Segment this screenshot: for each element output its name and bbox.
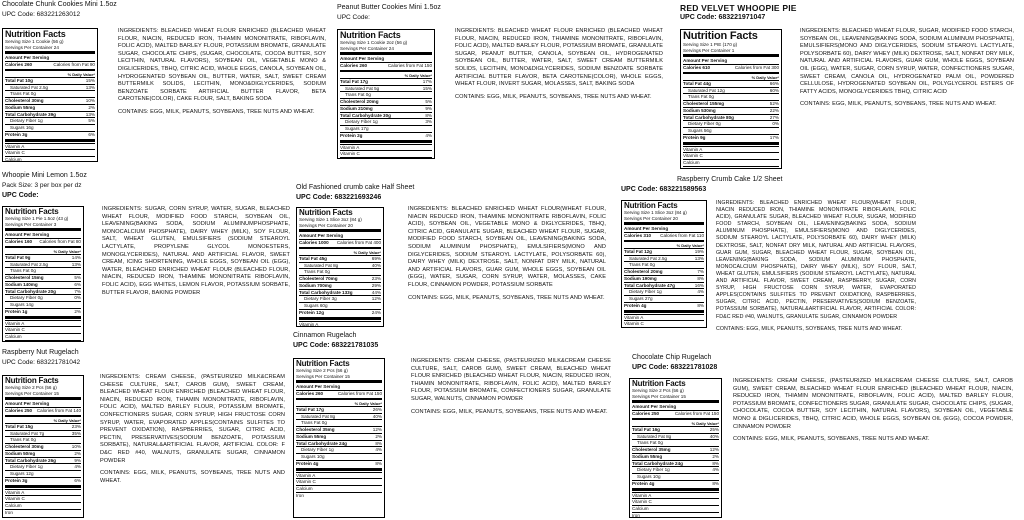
nf-vitamin-row: Vitamin C [5,326,81,333]
upc-code: UPC Code: 683221781035 [293,342,379,349]
nf-amount: Amount Per Serving [340,56,385,62]
nf-vitamin-row: Calcium [5,333,81,340]
nf-row: Cholesterol 70mg 23% [299,276,381,282]
product-raspberry-nut-rugelach [0,345,290,520]
nutrition-facts-panel [296,207,384,327]
nf-calories-row: Calories 260 Calories from Fat 90 [5,62,95,68]
upc-code: UPC Code: 683221781042 [2,359,81,366]
nf-row: Sodium 530mg 22% [683,107,779,113]
nf-row: Protein 2g 4% [340,132,432,138]
ingredients-block [716,200,916,338]
nf-amount: Amount Per Serving [632,404,677,410]
nf-heading: Nutrition Facts [5,376,59,385]
product-red-velvet-whoopie-pie [675,0,1024,175]
upc-code: UPC Code: 683221971047 [680,14,766,21]
nf-vitamin-row: Vitamin C [683,152,779,159]
nf-daily-value-header: % Daily Value* [53,248,81,254]
nf-row: Saturated Fat 8g 40% [632,433,719,440]
product-title: Whoopie Mini Lemon 1.5oz [2,172,87,179]
allergen-text: CONTAINS: EGG, MILK, PEANUTS, SOYBEANS, TREE NUTS AND WHEAT. [716,325,903,332]
nf-row: Total Carbohydrate 80g 27% [683,114,779,120]
ingredients-block [118,28,326,122]
nf-vitamin-row: Vitamin C [632,498,719,505]
nf-row: Protein 9g 17% [683,134,779,140]
product-chocolate-chunk-cookies [0,0,335,170]
ingredients-text: INGREDIENTS: BLEACHED WHEAT FLOUR ENRICHED (BLEACHED WHEAT FLOUR, NIACIN, REDUCED IRON, THIAMINE MONONITRATE, RIBOFLAVIN, FOLIC ACID), MALTED BARLEY FLOUR, POTASSIUM BROMATE, GRANULATE SUGAR, PEANUT BUTTER, CANOLA, SOYBEAN OIL, HYDROGENATED SOYBEAN OIL, BUTTER, WATER, SALT, SWEET CREAM BUTTERMILK SOLIDS, LECITHIN, MONO&DIGLYCERIDES, SODIUM BENZOATE SORBATE ARTIFICIAL BUTTER FLAVOR, BETA CAROTENE(COLOR), WHOLE EGGS, WHEAT FLOUR, INVERT SUGAR, MOLASSES, SALT, BAKING SODA [455,28,663,88]
ingredients-block [800,28,1014,114]
nf-row: Cholesterol 20mg 7% [624,269,704,275]
nf-row: Cholesterol 20mg 5% [340,99,432,105]
nf-servings-per: Servings Per Container 15 [5,390,59,396]
product-peanut-butter-cookies [335,0,675,170]
nf-row: Dietary Fiber 1g 4% [5,463,81,470]
product-raspberry-crumb-cake [615,170,1024,350]
allergen-text: CONTAINS: EGG, MILK, PEANUTS, SOYBEANS, TREE NUTS AND WHEAT. [411,408,608,415]
nf-amount: Amount Per Serving [624,226,669,232]
nf-row: Saturated Fat 2.5g 13% [624,255,704,262]
nf-daily-value-header: % Daily Value* [691,420,719,426]
nf-vitamin-row: Vitamin A [632,492,719,499]
nf-row: Protein 4g 8% [632,480,719,486]
nf-row: Total Carbohydrate 20g 7% [5,288,81,294]
nf-vitamin-row: Calcium [296,485,382,492]
nf-vitamin-row: Calcium [683,159,779,166]
product-title: Cinnamon Rugelach [293,332,357,339]
nf-servings-per: Servings Per Container 1 [683,47,735,53]
nf-vitamin-row [624,327,704,328]
nf-row: Total Carbohydrate 133g 44% [299,289,381,295]
nf-amount: Amount Per Serving [5,55,50,61]
nf-row: Protein 4g 8% [296,460,382,466]
nutrition-facts-panel [337,29,435,159]
nf-serving-size: Serving Size 2 Pcs (56 g) [296,368,348,373]
nf-vitamin-row: Vitamin C [624,320,704,327]
nf-vitamin-row [683,166,779,169]
nf-serving-size: Serving Size 1 Slice 3oz (84 g) [299,217,362,222]
nf-calories-row: Calories 260 Calories from Fat 150 [296,391,382,397]
nf-row: Sugars 10g [296,453,382,460]
nf-calories-row: Calories 610 Calories from Fat 300 [683,65,779,71]
ingredients-block [100,374,285,490]
nf-row: Protein 1g 2% [5,308,81,314]
nf-heading: Nutrition Facts [340,30,401,40]
nf-serving-size: Serving Size 1 Slice 3oz (84 g) [624,210,687,215]
nf-row: Total Fat 45g 69% [299,255,381,261]
nf-vitamin-row: Iron [632,512,719,518]
nf-calories-row: Calories 1000 Calories from Fat 400 [299,240,381,246]
product-title: Peanut Butter Cookies Mini 1.5oz [337,4,441,11]
nf-row: Trans Fat 0g [624,261,704,268]
ingredients-block [455,28,663,106]
nf-row: Total Carbohydrate 47g 16% [624,282,704,288]
nf-serving-size: Serving Size 1 PIE (170 g) [683,42,738,47]
nf-row: Trans Fat 0g [632,439,719,446]
nf-daily-value-header: % Daily Value* [353,249,381,255]
nf-vitamin-row [5,340,81,342]
nf-row: Sodium 55mg 2% [296,433,382,439]
upc-code: UPC Code: 683221589563 [621,186,707,193]
nutrition-facts-panel [2,28,98,162]
nf-heading: Nutrition Facts [5,29,66,39]
nf-row: Sugars 10g [632,473,719,480]
ingredients-text: INGREDIENTS: CREAM CHEESE, (PASTEURIZED MILK&CREAM CHEESE CULTURE, SALT, CAROB GUM), SWEET CREAM, BLEACHED WHEAT FLOUR ENRICHED (BLEACHED WHEAT FLOUR, NIACIN, REDUCED IRON, THIAMIN MONONITRATE, RIBOFLAVIN, FOLIC ACID), MALTED BARLEY FLOUR, POTASSIUM BROMATE, CONFECTIONERS SUGAR, CORN SYRUP, HIGH FRUCTOSE CORN SYRUP, WATER, EVAPORATED APPLES(CONTAINS SULFITES TO PREVENT OXIDATION), RASPBERRIES, SUGAR, CITRIC ACID, PECTIN, PRESERVATIVES(SODIUM BENZOATE, POTASSIUM SORBATE), NATURAL&ARTIFICIAL FLAVOR, ARTIFICIAL COLOR: F D&C RED #40, WALNUTS, GRANULATE SUGAR, CINNAMON POWDER [100,374,285,464]
nf-daily-value-header: % Daily Value* [404,72,432,78]
nf-vitamin-row: Vitamin C [340,150,432,157]
product-chocolate-chip-rugelach [620,350,1024,520]
nf-vitamin-row: Vitamin C [5,495,81,502]
nf-row: Total Fat 17g 26% [296,406,382,412]
nf-vitamin-row: Vitamin A [624,314,704,321]
nutrition-facts-panel [2,206,84,342]
nf-amount: Amount Per Serving [296,384,341,390]
nf-row: Total Carbohydrate 30g 8% [340,112,432,118]
nf-row: Sodium 140mg 6% [5,281,81,287]
nf-row: Dietary Fiber 0g 0% [683,120,779,127]
nf-servings-per: Servings Per Container 3 [5,221,57,227]
nf-row: Trans Fat 0g [299,268,381,275]
nf-servings-per: Servings Per Container 15 [632,393,686,399]
nutrition-facts-panel [293,358,385,518]
nf-row: Sodium 210mg 9% [340,105,432,111]
nf-servings-per: Servings Per Container 24 [5,44,59,50]
ingredients-block [408,206,606,307]
allergen-text: CONTAINS: EGG, MILK, PEANUTS, SOYBEANS, TREE NUTS AND WHEAT. [733,436,930,443]
product-title: RED VELVET WHOOPIE PIE [680,3,797,13]
nf-row: Total Fat 10g 15% [5,77,95,83]
nf-row: Dietary Fiber 1g 3% [340,118,432,125]
nf-servings-per: Servings Per Container 20 [299,222,353,228]
nf-calories-row: Calories 310 Calories from Fat 110 [624,233,704,239]
nf-vitamin-row: Vitamin A [5,320,81,327]
nf-row: Cholesterol 30mg 10% [5,444,81,450]
nf-amount: Amount Per Serving [5,401,50,407]
nf-vitamin-row: Iron [5,509,81,516]
product-title: Raspberry Nut Rugelach [2,349,79,356]
product-title: Chocolate Chunk Cookies Mini 1.5oz [2,1,117,8]
allergen-text: CONTAINS: EGG, MILK, PEANUTS, SOYBEANS, TREE NUTS AND WHEAT. [800,101,997,108]
ingredients-text: INGREDIENTS: BLEACHED WHEAT FLOUR, SUGAR, MODIFIED FOOD STARCH, SOYBEAN OIL, LEAVENING(BAKING SODA, SODIUM ALUMINUM PHOSPHATE), EMULSIFIERS(MONO AND DIGLYCERIDES, SODIUM STEAROYL LACTYLATE, POLYSORBATE 60), DAIRY WHEY (MILK) DEXTROSE, SALT, NONFAT DRY MILK, NATURAL AND ARTIFICIAL FLAVORS, GUAR GUM, WHOLE EGGS, SOYBEAN OIL (EGG), WATER, SUGAR, CORN SYRUP, WATER, CONFECTIONERS SUGAR, SWEET CREAM, CANOLA OIL, HYDROGENATED PALM OIL, POWDERED CELLULOSE, HYDROGENATED SOYBEAN OIL, POLYGLYCEROL ESTERS OF FATTY ACIDS, MONOGLYCERIDES TBHQ, CITRIC ACID [800,28,1014,95]
nf-row: Trans Fat 0g [5,90,95,97]
nf-vitamin-row: Vitamin A [296,472,382,479]
nf-row: Protein 4g 8% [624,302,704,308]
product-old-fashioned-crumb-cake [290,180,670,330]
nf-row: Trans Fat 0g [340,91,432,98]
nf-row: Cholesterol 35mg 12% [296,427,382,433]
nf-row: Saturated Fat 12g 60% [683,87,779,94]
ingredients-block [102,206,290,302]
nf-row: Total Fat 17g 17% [340,78,432,84]
nf-row: Sodium 50mg 2% [5,450,81,456]
nf-row: Saturated Fat 7g 35% [5,430,81,437]
nf-calories-row: Calories 260 Calories from Fat 150 [340,63,432,69]
ingredients-text: INGREDIENTS: CREAM CHEESE, (PASTEURIZED MILK&CREAM CHEESE CULTURE, SALT, CAROB GUM), SWEET CREAM, BLEACHED WHEAT FLOUR ENRICHED (BLEACHED WHEAT FLOUR, NIACIN, REDUCED IRON, THIAMIN MONONITRATE, RIBOFLAVIN, FOLIC ACID), MALTED BARLEY FLOUR, POTASSIUM BROMATE, CONFECTIONERS SUGAR, GRANULATE SUGAR, CHOCOLATE CHIPS, (SUGAR, CHOCOLATE, COCOA BUTTER, SOY LECITHIN, NATURAL FLAVORS), SOYBEAN OIL, VEGETABLE MONO & DIGLICERIDES, TBHQ, CITRIC ACID, WHOLE EGGS, SOYBEAN OIL (EGG), COCOA POWDER, CINNAMON POWDER [733,378,1013,430]
nf-row: Dietary Fiber 3g 12% [299,295,381,302]
nutrition-facts-panel [2,375,84,518]
nf-row: Protein 3g 6% [5,131,95,137]
upc-code: UPC Code: 683221693246 [296,194,382,201]
nutrition-facts-panel [680,29,782,169]
nf-serving-size: Serving Size 1 Cookie (56 g) [5,39,64,44]
ingredients-text: INGREDIENTS: BLEACHED ENRICHED WHEAT FLOUR(WHEAT FLOUR, NIACIN REDUCED IRON, THIAMINE MONONITRATE RIBOFLAVIN, FOLIC ACID), GRANULATE SUGAR, BLEACHED WHEAT FLOUR, SUGAR, MODIFIED FOOD STARCH, SOYBEAN OIL, LEAVENING(BAKING SODA, SODIUM ALUMINUM PHOSPHATE), EMULSIFIERS(MONO AND DIGLYCERIDES, SODIUM STEAROYL LACTYLATE, POLYSORBATE 60), DAIRY WHEY (MILK) DEXTROSE, SALT, NONFAT DRY MILK, NATURAL AND ARTIFICIAL FLAVORS, GUAR GUM, SUGAR, BLEACHED WHEAT FLOUR, SUGAR, SOYBEAN OIL, LEAVENING(BAKING SODA, SODIUM ALUMINUM PHOSPHATE, MONOCALCIUM PHOSPHATE), DAIRY WHEY (MILK), SOY FLOUR, SALT, WHEAT GLUTEN, EMULSIFIERS (SODIUM STEAROYL LACTYLATE), NATURAL AND ARTIFICIAL FLAVOR, SWEET CREAM, RASPBERRY, SUGAR, CORN SYRUP, HIGH FRUCTOSE CORN SYRUP, WATER, EVAPORATED APPLES(CONTAINS SULFITES TO PREVENT OXIDATION), RASPBERRIES, SUGAR, CITRIC ACID, PECTIN, PRESERVATIVES(SODIUM BENZOATE, POTASSIUM SORBATE), NATURAL&ARTIFICIAL FLAVOR, ARTIFICIAL COLOR: FD&C RED #40, WALNUTS, GRANULATE SUGAR, CINNAMON POWDER [716,200,916,320]
nf-heading: Nutrition Facts [299,208,353,217]
nf-row: Total Carbohydrate 24g 8% [296,440,382,446]
nf-amount: Amount Per Serving [5,232,50,238]
nf-row: Total Carbohydrate 39g 13% [5,111,95,117]
nf-heading: Nutrition Facts [624,201,678,210]
nf-row: Total Fat 9g 14% [5,254,81,260]
nf-row: Sugars 14g [5,301,81,308]
nf-vitamin-row: Vitamin C [296,478,382,485]
nf-vitamin-row: Calcium [5,156,95,162]
nf-row: Dietary Fiber 1g 4% [632,466,719,473]
nf-daily-value-header: % Daily Value* [354,400,382,406]
nf-vitamin-row [340,157,432,159]
product-whoopie-mini-lemon [0,170,300,345]
nf-row: Total Fat 16g 25% [632,426,719,432]
nf-vitamin-row: Vitamin A [340,144,432,151]
nf-row: Sodium 190mg 8% [624,275,704,281]
nf-daily-value-header: % Daily Value* [676,242,704,248]
nf-row: Protein 12g 24% [299,309,381,315]
ingredients-text: INGREDIENTS: BLEACHED ENRICHED WHEAT FLOUR(WHEAT FLOUR, NIACIN REDUCED IRON, THIAMINE MONONITRATE RIBOFLAVIN, FOLIC ACID), SOYBEAN OIL, VEGETABLE MONO & DIGLYCERIDES, TBHQ, CITRIC ACID, GRANULATE SUGAR, BLEACHED WHEAT FLOUR, SUGAR, MODIFIED FOOD STARCH, SOYBEAN OIL, LEAVENING(BAKING SODA, SODIUM ALUMINUM PHOSPHATE), EMULSIFIERS(MONO AND DIGLYCERIDES, SODIUM STEAROYL LACTYLATE, POLYSORBATE 60), DAIRY WHEY (MILK) DEXTROSE, SALT, NONFAT DRY MILK, NATURAL AND ARTIFICIAL FLAVORS, GUAR GUM, WHOLE EGGS, SOYBEAN OIL (EGG), WATER, SUGAR, CORN SYRUP, WATER, MOLASSES, CAKE FLOUR, CINNAMON POWDER, POTASSIUM SORBATE [408,206,606,288]
ingredients-text: INGREDIENTS: BLEACHED WHEAT FLOUR ENRICHED (BLEACHED WHEAT FLOUR, NIACIN, REDUCED IRON, THIAMIN MONONITRATE, RIBOFLAVIN, FOLIC ACID), MALTED BARLEY FLOUR, POTASSIUM BROMATE, GRANULATE SUGAR, CHOCOLATE CHIPS, (SUGAR, CHOCOLATE, COCOA BUTTER, SOY LECITHIN, NATURAL FLAVORS), SOYBEAN OIL, VEGETABLE MONO & DIGLICERIDES, TBHQ, CITRIC ACID, WHOLE EGGS, CANOLA, SOYBEAN OIL, HYDROGENATED SOYBEAN OIL, BUTTER, WATER, SALT, SWEET CREAM BUTTERMILK SOLIDS, LECITHIN, MONO&DIGLYCERIDES, SODIUM BENZOATE SORBATE ARTIFICIAL BUTTER FLAVOR, BETA CAROTENE(COLOR), CAKE FLOUR, SALT, BAKING SODA [118,28,326,103]
nf-row: Trans Fat 0g [683,93,779,100]
nf-amount: Amount Per Serving [683,58,728,64]
nf-row: Dietary Fiber 1g 4% [624,288,704,295]
nf-servings-per: Servings Per Container 24 [340,45,394,51]
nf-heading: Nutrition Facts [5,207,59,216]
product-title: Old Fashioned crumb cake Half Sheet [296,184,415,191]
nf-row: Sugars 60g [299,302,381,309]
nf-row: Total Carbohydrate 24g 8% [632,460,719,466]
nf-calories-row: Calories 250 Calories from Fat 140 [5,408,81,414]
nf-vitamin-row: Vitamin A [683,146,779,153]
upc-code: UPC Code: 683221781028 [632,364,718,371]
allergen-text: CONTAINS: EGG, MILK, PEANUTS, SOYBEANS, TREE NUTS AND WHEAT. [118,108,315,115]
nf-row: Total Carbohydrate 26g 9% [5,457,81,463]
nf-row: Sugars 17g [340,125,432,132]
nf-serving-size: Serving Size 1 Pie 1.5oz (43 g) [5,216,69,221]
nf-vitamin-row: Iron [296,492,382,499]
nf-calories-row: Calories 160 Calories from Fat 80 [5,239,81,245]
ingredients-text: INGREDIENTS: SUGAR, CORN SYRUP, WATER, SUGAR, BLEACHED WHEAT FLOUR, MODIFIED FOOD STARCH, SOYBEAN OIL, LEAVENING(BAKING SODA, SODIUM ALUMINUMPHOSPHATE, MONOCALCIUM PHOSPHATE), DAIRY WHEY (MILK), SOY FLOUR, SALT, WHEAT GLUTEN, EMULSIFIERS (SODIUM STEAROYL LACTYLATE, PROPYLENE GLYCOL MONOESTERS, MONOGLYCERIDES), NATURAL AND ARTIFICIAL FLAVOR, SWEET CREAM, ICING SHORTENING, WHOLE EGGS, SOYBEAN OIL (EGG), WATER, BLEACHED ENRICHED WHEAT FLOUR (BLEACHED FLOUR, NIACIN, REDUCED IRON, THIAMINE MONONITRATE RIBOFLAVIN, FOLIC ACID), EGG WHITES, LEMON FLAVOR, POTASSIUM SORBATE, BUTTER FLAVOR, BAKING POWDER [102,206,290,296]
nf-daily-value-header: % Daily Value* [67,71,95,77]
nf-row: Sodium 700mg 29% [299,282,381,288]
nf-heading: Nutrition Facts [296,359,350,368]
product-title: Chocolate Chip Rugelach [632,354,712,361]
nf-row: Sodium 55mg 2% [5,104,95,110]
nf-row: Sugars 27g [624,295,704,302]
nf-row: Dietary Fiber 0g 0% [5,294,81,301]
nf-row: Total Fat 12g 19% [624,248,704,254]
nf-heading: Nutrition Facts [632,379,686,388]
nf-vitamin-row: Calcium [632,505,719,512]
allergen-text: CONTAINS: EGG, MILK, PEANUTS, SOYBEANS, TREE NUTS AND WHEAT. [408,294,605,301]
nf-row: Saturated Fat 5g 15% [340,85,432,92]
nf-row: Trans Fat 0g [296,419,382,426]
nf-row: Saturated Fat 8g 40% [299,262,381,269]
nutrition-facts-panel [621,200,707,328]
nf-amount: Amount Per Serving [299,233,344,239]
nf-row: Trans Fat 0g [5,436,81,443]
nf-calories-row: Calories 250 Calories from Fat 150 [632,411,719,417]
nf-row: Trans Fat 0g [5,267,81,274]
nf-row: Total Fat 15g 23% [5,423,81,429]
nf-servings-per: Servings Per Container 20 [624,215,678,221]
nf-row: Protein 3g 6% [5,477,81,483]
nf-row: Cholesterol 155mg 52% [683,101,779,107]
nf-daily-value-header: % Daily Value* [751,74,779,80]
nf-daily-value-header: % Daily Value* [53,417,81,423]
nf-row: Sodium 55mg 2% [632,453,719,459]
nf-vitamin-row: Vitamin A [299,321,381,327]
nf-vitamin-row: Vitamin A [5,143,95,150]
ingredients-block [411,358,611,421]
product-cinnamon-rugelach [290,330,620,520]
nf-vitamin-row: Calcium [5,502,81,509]
nf-row: Saturated Fat 2.5g 13% [5,84,95,91]
nf-serving-size: Serving Size 2 Pcs (56 g) [5,385,57,390]
allergen-text: CONTAINS: EGG, MILK, PEANUTS, SOYBEANS, TREE NUTS AND WHEAT. [455,93,652,100]
product-title: Raspberry Crumb Cake 1/2 Sheet [677,176,783,183]
nf-vitamin-row: Vitamin C [5,149,95,156]
allergen-text: CONTAINS: EGG, MILK, PEANUTS, SOYBEANS, TREE NUTS AND WHEAT. [100,470,285,484]
nf-row: Cholesterol 35mg 12% [632,447,719,453]
nf-row: Sugars 56g [683,127,779,134]
nutrition-facts-panel [629,378,722,518]
upc-code: UPC Code: [2,192,39,199]
nf-row: Saturated Fat 2.5g 13% [5,261,81,268]
nf-row: Saturated Fat 8g 40% [296,413,382,420]
nf-heading: Nutrition Facts [683,30,758,42]
ingredients-block [733,378,1013,449]
nf-row: Cholesterol 30mg 10% [5,98,95,104]
nf-row: Dietary Fiber 1g 4% [296,446,382,453]
nf-row: Sugars 16g [5,124,95,131]
nf-serving-size: Serving Size 1 Cookie 2oz (56 g) [340,40,408,45]
nf-vitamin-row: Vitamin A [5,489,81,496]
pack-size: Pack Size: 3 per box per dz [2,182,82,189]
ingredients-text: INGREDIENTS: CREAM CHEESE, (PASTEURIZED MILK&CREAM CHEESE CULTURE, SALT, CAROB GUM), SWEET CREAM, BLEACHED WHEAT FLOUR ENRICHED (BLEACHED WHEAT FLOUR, NIACIN, REDUCED IRON, THIAMIN MONONITRATE, RIBOFLAVIN, FOLIC ACID), MALTED BARLEY FLOUR, POTASSIUM BROMATE, CONFECTIONERS SUGAR, GRANULATE SUGAR, WALNUTS, CINNAMON POWDER [411,358,611,402]
upc-code: UPC Code: 683221263012 [2,11,81,18]
nf-servings-per: Servings Per Container 15 [296,373,350,379]
nf-row: Cholesterol 15mg 5% [5,275,81,281]
nf-serving-size: Serving Size 2 Pcs (56 g) [632,388,684,393]
nf-row: Dietary Fiber 1g 5% [5,117,95,124]
upc-code: UPC Code: [337,14,370,21]
nf-row: Total Fat 44g 66% [683,80,779,86]
nf-row: Sugars 12g [5,470,81,477]
